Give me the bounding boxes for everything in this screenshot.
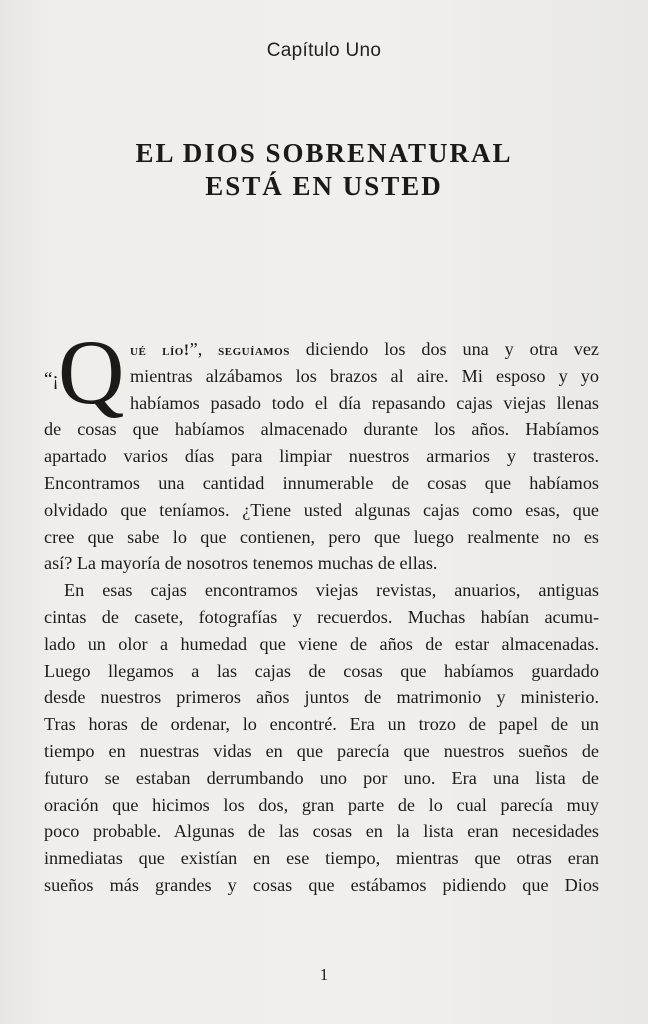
drop-cap: Q [58,321,125,423]
paragraph-line: lado un olor a humedad que viene de años de estar almacenadas. [44,633,599,654]
paragraph-line: cree que sabe lo que contienen, pero que luego realmente no es [44,526,599,547]
paragraph-line: ué lío!”, seguíamos diciendo los dos una y otra vez [130,339,599,359]
paragraph-line: oración que hicimos los dos, gran parte de lo cual parecía muy [44,794,599,815]
paragraph-line: poco probable. Algunas de las cosas en la lista eran necesidades [44,821,599,842]
paragraph-line: de cosas que habíamos almacenado durante los años. Habíamos [44,419,599,440]
page-number: 1 [319,965,329,984]
paragraph-1 [44,336,599,577]
paragraph-line: habíamos pasado todo el día repasando cajas viejas llenas [130,392,599,413]
paragraph-line: sueños más grandes y cosas que estábamos pidiendo que Dios [44,874,599,895]
paragraph-line: Tras horas de ordenar, lo encontré. Era un trozo de papel de un [44,714,599,735]
paragraph-line: desde nuestros primeros años juntos de matrimonio y ministerio. [44,687,599,708]
opening-small-caps-2: seguíamos [218,342,290,359]
paragraph-line: así? La mayoría de nosotros tenemos muchas de ellas. [44,553,438,574]
paragraph-line: tiempo en nuestras vidas en que parecía que nuestros sueños de [44,740,599,761]
paragraph-line: Luego llegamos a las cajas de cosas que habíamos guardado [44,660,599,681]
paragraph-line: mientras alzábamos los brazos al aire. Mi esposo y yo [130,365,599,386]
chapter-title-line-2: ESTÁ EN USTED [205,171,443,201]
chapter-title-line-1: EL DIOS SOBRENATURAL [135,138,513,168]
paragraph-line: cintas de casete, fotografías y recuerdos. Muchas habían acumu- [44,606,599,627]
paragraph-line: olvidado que teníamos. ¿Tiene usted algunas cajas como esas, que [44,499,599,520]
paragraph-line: Encontramos una cantidad innumerable de cosas que habíamos [44,472,599,493]
chapter-label: Capítulo Uno [266,40,382,61]
paragraph-line: futuro se estaban derrumbando uno por uno. Era una lista de [44,767,599,788]
opening-small-caps-1: ué lío! [130,342,190,359]
paragraph-2 [44,577,599,899]
chapter-title [0,137,648,203]
opening-quote-mark: “¡ [44,369,59,390]
paragraph-line: En esas cajas encontramos viejas revistas, anuarios, antiguas [64,580,599,601]
body-text [44,321,599,899]
paragraph-line: inmediatas que existían en ese tiempo, mientras que otras eran [44,848,599,869]
paragraph-line: apartado varios días para limpiar nuestros armarios y trasteros. [44,446,599,467]
